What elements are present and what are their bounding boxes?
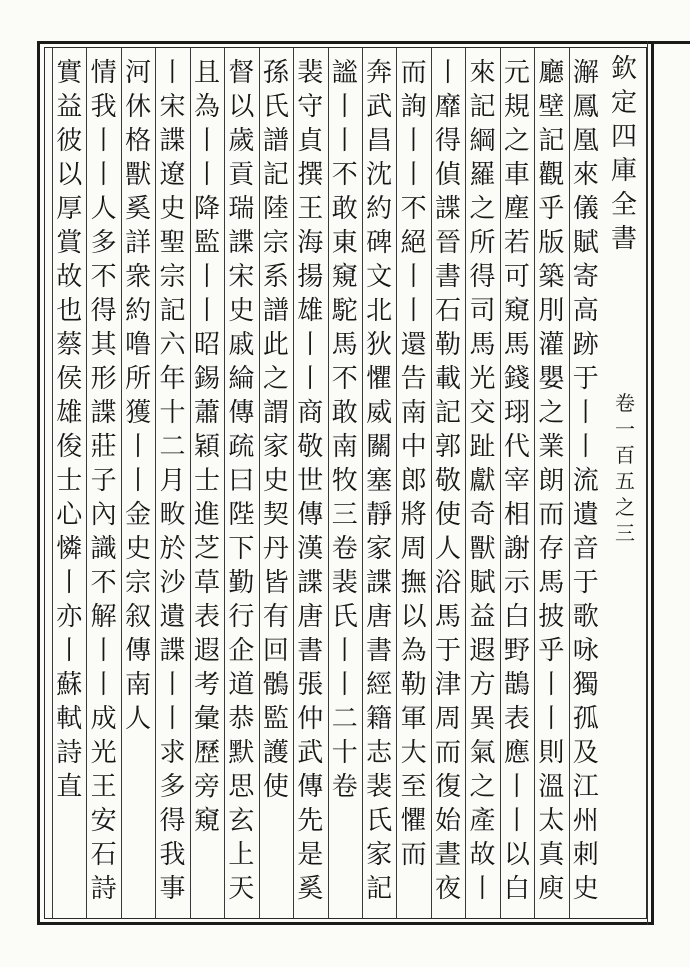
column-rule bbox=[328, 48, 329, 918]
column-text: 情 我 丨 丨 人 多 不 得 其 形 諜 莊 子 內 識 不 解 丨 丨 成 光 王 安 石 詩 bbox=[90, 58, 117, 904]
column-rule bbox=[190, 48, 191, 918]
text-column bbox=[364, 56, 394, 916]
text-column bbox=[467, 56, 497, 916]
column-text: 而 詢 丨 丨 不 絕 丨 丨 還 告 南 中 郎 將 周 撫 以 為 勒 軍 大 至 懼 而 bbox=[400, 58, 427, 870]
book-ear bbox=[648, 41, 690, 254]
column-text: 裴 守 貞 撰 王 海 揚 雄 丨 丨 商 敬 世 傳 漢 諜 唐 書 張 仲 武 傳 先 是 奚 bbox=[297, 58, 324, 904]
book-title: 欽定四庫全書 bbox=[610, 54, 637, 254]
column-rule bbox=[293, 48, 294, 918]
column-text: 來 記 綱 羅 之 所 得 司 馬 光 交 趾 獻 奇 獸 賦 益 遐 方 異 氣 之 產 故 丨 bbox=[469, 58, 496, 904]
column-text: 督 以 歲 貢 瑞 諜 宋 史 戚 綸 傳 疏 曰 陛 下 勤 行 企 道 恭 默 思 玄 上 天 bbox=[228, 58, 255, 904]
column-text: 實 益 彼 以 厚 賞 故 也 蔡 侯 雄 俊 士 心 憐 丨 亦 丨 蘇 軾 詩 直 bbox=[56, 58, 83, 802]
column-rule bbox=[500, 48, 501, 918]
column-text: 丨 靡 得 偵 諜 晉 書 石 勒 載 記 郭 敬 使 人 浴 馬 于 津 周 而 復 始 晝 夜 bbox=[435, 58, 462, 904]
column-rule bbox=[534, 48, 535, 918]
column-rule bbox=[431, 48, 432, 918]
column-text: 謐 丨 丨 不 敢 東 窺 駝 馬 不 敢 南 牧 三 卷 裴 氏 丨 丨 二 十 卷 bbox=[331, 58, 358, 802]
text-column bbox=[398, 56, 428, 916]
text-column bbox=[123, 56, 153, 916]
column-rule bbox=[155, 48, 156, 918]
column-text: 廳 壁 記 觀 乎 版 築 刖 灌 嬰 之 業 朗 而 存 馬 披 乎 丨 丨 則 溫 太 真 庾 bbox=[538, 58, 565, 904]
text-column bbox=[330, 56, 360, 916]
text-column bbox=[88, 56, 118, 916]
column-text: 孫 氏 譜 記 陸 宗 系 譜 此 之 謂 家 史 契 丹 皆 有 回 鶻 監 護 使 bbox=[262, 58, 289, 802]
column-rule bbox=[362, 48, 363, 918]
column-rule bbox=[465, 48, 466, 918]
text-column bbox=[536, 56, 566, 916]
text-column bbox=[157, 56, 187, 916]
column-rule bbox=[396, 48, 397, 918]
column-text: 河 休 格 獸 奚 詳 衆 約 噜 所 獲 丨 丨 金 史 宗 叙 傳 南 人 bbox=[125, 58, 152, 734]
volume-label: 卷一百五之三 bbox=[615, 391, 635, 545]
column-rule bbox=[569, 48, 570, 918]
text-column bbox=[295, 56, 325, 916]
text-column bbox=[192, 56, 222, 916]
text-column bbox=[571, 56, 601, 916]
text-column bbox=[261, 56, 291, 916]
column-rule bbox=[52, 48, 53, 918]
column-text: 元 規 之 車 塵 若 可 窺 馬 錢 珝 代 宰 相 謝 示 白 野 鵲 表 應 丨 丨 以 白 bbox=[503, 58, 530, 904]
text-column bbox=[54, 56, 84, 916]
column-rule bbox=[224, 48, 225, 918]
text-column bbox=[502, 56, 532, 916]
column-rule bbox=[86, 48, 87, 918]
column-text: 澥 鳳 凰 來 儀 賦 寄 高 跡 于 丨 丨 流 遺 音 于 歌 咏 獨 孤 及 江 州 刺 史 bbox=[572, 58, 599, 904]
column-text: 且 為 丨 丨 降 監 丨 丨 昭 錫 蕭 穎 士 進 芝 草 表 遐 考 彙 歷 旁 窺 bbox=[193, 58, 220, 836]
text-column bbox=[226, 56, 256, 916]
column-text: 丨 宋 諜 遼 史 聖 宗 記 六 年 十 二 月 畋 於 沙 遺 諜 丨 丨 求 多 得 我 事 bbox=[159, 58, 186, 904]
column-text: 奔 武 昌 沈 約 碑 文 北 狄 懼 威 關 塞 靜 家 諜 唐 書 經 籍 志 裴 氏 家 記 bbox=[366, 58, 393, 904]
column-rule bbox=[259, 48, 260, 918]
column-rule bbox=[121, 48, 122, 918]
text-column bbox=[433, 56, 463, 916]
